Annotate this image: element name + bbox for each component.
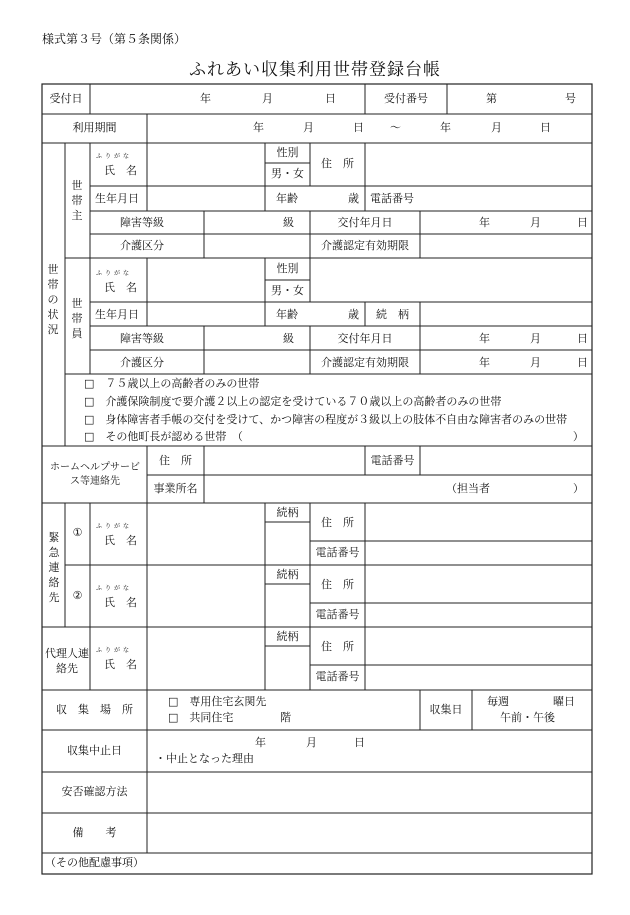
period-tilde: ～ [390,121,401,134]
period-start-year: 年 [253,121,264,134]
member-issue-year: 年 [479,332,490,345]
em1-relationship-label: 続柄 [276,506,299,519]
household-type-1-label: ７５歳以上の高齢者のみの世帯 [105,377,260,390]
place-option-2-label: 共同住宅 [189,711,234,724]
member-name-ruby: ふりがな [96,270,133,277]
member-issue-day: 日 [577,332,588,345]
office-name-label: 事業所名 [153,482,198,495]
emergency-label: 緊急連絡先 [48,531,60,604]
head-name-label: 氏 名 [104,164,137,177]
head-issue-year: 年 [479,216,490,229]
checkbox-icon[interactable]: □ [84,413,95,426]
suspension-day: 日 [354,736,365,749]
suspension-date-label: 収集中止日 [67,744,122,757]
member-care-label: 介護区分 [120,356,164,369]
head-phone-label: 電話番号 [370,192,414,205]
person-in-charge-close: ） [573,482,584,495]
period-start-day: 日 [353,121,364,134]
household-type-3-label: 身体障害者手帳の交付を受けて、かつ障害の程度が３級以上の肢体不自由な障害者のみの世帯 [105,413,568,426]
checkbox-icon[interactable]: □ [168,711,179,724]
suspension-reason-label: ・中止となった理由 [155,752,254,765]
head-label: 世帯主 [71,179,83,222]
household-status-label: 世帯の状況 [47,263,59,336]
member-care-year: 年 [479,356,490,369]
household-type-2-label: 介護保険制度で要介護２以上の認定を受けている７０歳以上の高齢者のみの世帯 [105,395,502,408]
em1-name-ruby: ふりがな [96,523,133,530]
collection-place-label: 収 集 場 所 [56,703,133,716]
head-disability-label: 障害等級 [120,216,164,229]
head-birthdate-label: 生年月日 [95,192,139,205]
weekday-label: 曜日 [553,695,575,708]
household-type-4-label: その他町長が認める世帯 （ ） [105,430,584,443]
receipt-date-label: 受付日 [49,92,83,105]
place-option-1-label: 専用住宅玄関先 [189,695,267,708]
receipt-year: 年 [200,92,211,105]
household-type-4[interactable] [84,431,584,443]
head-issue-month: 月 [530,216,541,229]
member-relationship-label: 続 柄 [376,308,409,321]
member-birthdate-label: 生年月日 [95,308,139,321]
household-type-1[interactable] [84,378,259,390]
head-age-unit: 歳 [348,192,359,205]
agent-name-ruby: ふりがな [96,647,133,654]
household-type-3[interactable] [84,414,567,426]
head-address-label: 住 所 [321,157,354,170]
member-care-month: 月 [530,356,541,369]
member-gender-label: 性別 [276,262,299,275]
head-care-valid-label: 介護認定有効期限 [321,239,409,252]
head-grade-unit: 級 [283,216,294,229]
em2-relationship-label: 続柄 [276,568,299,581]
checkbox-icon[interactable]: □ [84,395,95,408]
other-considerations-label: （その他配慮事項） [45,856,144,869]
member-care-valid-label: 介護認定有効期限 [321,356,409,369]
em2-name-label: 氏 名 [104,596,137,609]
em1-phone-label: 電話番号 [315,546,360,559]
member-issue-month: 月 [530,332,541,345]
suspension-year: 年 [255,736,266,749]
receipt-month: 月 [262,92,273,105]
agent-address-label: 住 所 [321,640,354,653]
helper-phone-label: 電話番号 [370,454,415,467]
member-issue-date-label: 交付年月日 [337,332,393,345]
place-option-2[interactable] [168,712,233,724]
head-gender-value: 男・女 [271,167,304,180]
member-grade-unit: 級 [283,332,294,345]
remarks-label: 備 考 [72,826,117,839]
head-age-label: 年齢 [276,192,298,205]
receipt-number-label: 受付番号 [384,92,428,105]
form-number: 様式第３号（第５条関係） [42,32,187,46]
member-name-label: 氏 名 [104,281,137,294]
number-suffix: 号 [565,92,576,105]
em2-address-label: 住 所 [321,578,354,591]
number-prefix: 第 [486,92,497,105]
head-gender-label: 性別 [276,146,299,159]
place-option-1[interactable] [168,696,266,708]
head-name-ruby: ふりがな [96,153,133,160]
period-start-month: 月 [303,121,314,134]
period-end-day: 日 [540,121,551,134]
head-issue-date-label: 交付年月日 [337,216,393,229]
agent-relationship-label: 続柄 [276,630,299,643]
agent-name-label: 氏 名 [104,658,137,671]
em1-name-label: 氏 名 [104,534,137,547]
checkbox-icon[interactable]: □ [84,377,95,390]
usage-period-label: 利用期間 [72,121,117,134]
collection-day-label: 収集日 [429,703,463,716]
member-gender-value: 男・女 [271,284,304,297]
am-pm-label: 午前・午後 [500,711,555,724]
helper-address-label: 住 所 [159,454,192,467]
member-age-unit: 歳 [348,308,359,321]
form-title: ふれあい収集利用世帯登録台帳 [189,60,441,80]
member-label: 世帯員 [71,297,83,340]
member-disability-label: 障害等級 [120,332,164,345]
period-end-year: 年 [440,121,451,134]
member-age-label: 年齢 [276,308,298,321]
emergency-1-label: ① [72,526,83,539]
household-type-2[interactable] [84,396,501,408]
floor-label: 階 [280,711,291,724]
period-end-month: 月 [491,121,502,134]
receipt-day: 日 [325,92,336,105]
agent-phone-label: 電話番号 [315,670,360,683]
helper-contact-label: ホームヘルプサービス等連絡先 [50,462,140,487]
person-in-charge-label: （担当者 [446,482,490,495]
em2-name-ruby: ふりがな [96,585,133,592]
emergency-2-label: ② [72,589,83,602]
weekly-label: 毎週 [487,695,509,708]
member-care-day: 日 [577,356,588,369]
em2-phone-label: 電話番号 [315,608,360,621]
agent-label: 代理人連絡先 [45,647,89,675]
checkbox-icon[interactable]: □ [84,430,95,443]
em1-address-label: 住 所 [321,516,354,529]
suspension-month: 月 [306,736,317,749]
safety-method-label: 安否確認方法 [61,785,128,798]
head-care-label: 介護区分 [120,239,164,252]
checkbox-icon[interactable]: □ [168,695,179,708]
head-issue-day: 日 [577,216,588,229]
